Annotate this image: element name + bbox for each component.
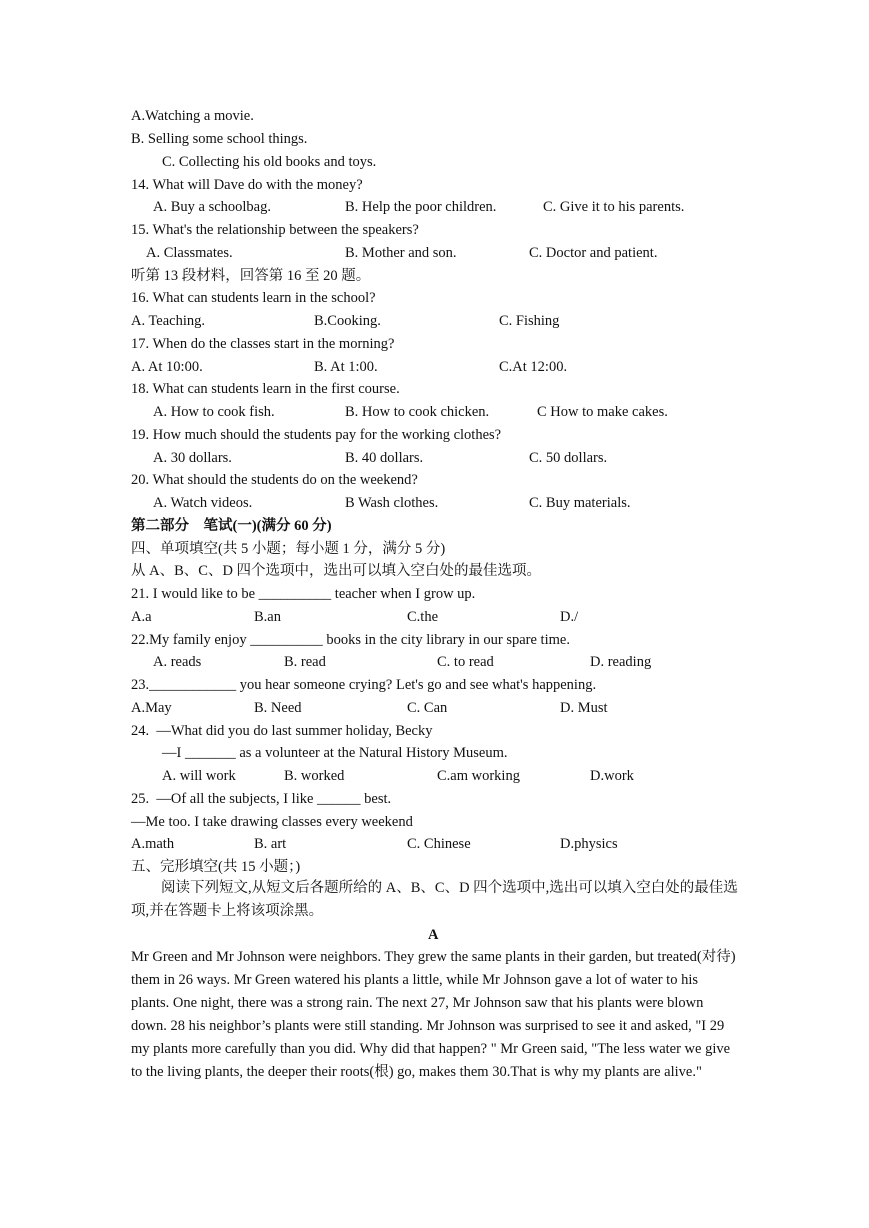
q22-option-c: C. to read	[437, 654, 494, 670]
q14-option-a: A. Buy a schoolbag.	[153, 199, 271, 215]
q19-option-a: A. 30 dollars.	[153, 450, 232, 466]
q15-option-b: B. Mother and son.	[345, 245, 457, 261]
q21-stem: 21. I would like to be __________ teacher when I grow up.	[131, 586, 476, 602]
q18-option-b: B. How to cook chicken.	[345, 404, 490, 420]
q23-option-c: C. Can	[407, 700, 448, 716]
q17-option-a: A. At 10:00.	[131, 359, 203, 375]
q23-stem: 23.____________ you hear someone crying? Let's go and see what's happening.	[131, 677, 597, 693]
listening-instruction: 听第 13 段材料，回答第 16 至 20 题。	[131, 268, 371, 284]
q16-option-a: A. Teaching.	[131, 313, 206, 329]
section5-title: 五、完形填空(共 15 小题；)	[131, 859, 301, 875]
q23-option-a: A.May	[131, 700, 172, 716]
cloze-passage	[131, 946, 739, 1083]
q22-option-b: B. read	[284, 654, 326, 670]
q13-option-a: A.Watching a movie.	[131, 108, 254, 124]
part2-title: 第二部分 笔试(一)(满分 60 分)	[131, 518, 332, 534]
q24-option-b: B. worked	[284, 768, 345, 784]
q19-option-b: B. 40 dollars.	[345, 450, 424, 466]
q22-stem: 22.My family enjoy __________ books in the city library in our spare time.	[131, 632, 570, 648]
q22-option-a: A. reads	[153, 654, 202, 670]
q21-option-c: C.the	[407, 609, 439, 625]
q13-option-c: C. Collecting his old books and toys.	[162, 154, 377, 170]
passage-heading: A	[428, 927, 439, 943]
q19-stem: 19. How much should the students pay for the working clothes?	[131, 427, 502, 443]
q24-stem: 24. —What did you do last summer holiday, Becky	[131, 723, 433, 739]
q15-stem: 15. What's the relationship between the speakers?	[131, 222, 419, 238]
q18-stem: 18. What can students learn in the first course.	[131, 381, 400, 397]
q23-option-b: B. Need	[254, 700, 302, 716]
q14-option-b: B. Help the poor children.	[345, 199, 497, 215]
q15-option-c: C. Doctor and patient.	[529, 245, 658, 261]
q21-option-b: B.an	[254, 609, 281, 625]
q16-option-b: B.Cooking.	[314, 313, 381, 329]
q22-option-d: D. reading	[590, 654, 652, 670]
q19-option-c: C. 50 dollars.	[529, 450, 608, 466]
q25-option-a: A.math	[131, 836, 175, 852]
q20-option-c: C. Buy materials.	[529, 495, 631, 511]
q18-option-a: A. How to cook fish.	[153, 404, 275, 420]
q25-stem-reply: —Me too. I take drawing classes every weekend	[131, 814, 413, 830]
q20-option-b: B Wash clothes.	[345, 495, 439, 511]
q17-option-c: C.At 12:00.	[499, 359, 568, 375]
q18-option-c: C How to make cakes.	[537, 404, 668, 420]
q15-option-a: A. Classmates.	[146, 245, 233, 261]
q13-option-b: B. Selling some school things.	[131, 131, 308, 147]
section4-instruction: 从 A、B、C、D 四个选项中，选出可以填入空白处的最佳选项。	[131, 563, 542, 579]
q16-option-c: C. Fishing	[499, 313, 560, 329]
q25-stem: 25. —Of all the subjects, I like ______ best.	[131, 791, 392, 807]
q20-stem: 20. What should the students do on the weekend?	[131, 472, 418, 488]
q23-option-d: D. Must	[560, 700, 608, 716]
q24-option-c: C.am working	[437, 768, 520, 784]
q25-option-c: C. Chinese	[407, 836, 471, 852]
q21-option-a: A.a	[131, 609, 152, 625]
q14-stem: 14. What will Dave do with the money?	[131, 177, 363, 193]
section5-instruction	[131, 877, 739, 923]
q16-stem: 16. What can students learn in the school?	[131, 290, 376, 306]
cloze-passage-text: Mr Green and Mr Johnson were neighbors. They grew the same plants in their garden, but treated(对待) them in 26 ways. Mr Green watered his plants a little, while Mr Johnson gave a lot of water to his plants. One night, there was a strong rain. The next 27, Mr Johnson saw that his plants were blown down. 28 his neighbor’s plants were still standing. Mr Johnson was surprised to see it and asked, "I 29 my plants more carefully than you did. Why did that happen? " Mr Green said, "The less water we give to the living plants, the deeper their roots(根) go, makes them 30.That is why my plants are alive."	[131, 949, 736, 1080]
q14-option-c: C. Give it to his parents.	[543, 199, 685, 215]
q17-stem: 17. When do the classes start in the morning?	[131, 336, 395, 352]
q24-option-a: A. will work	[162, 768, 236, 784]
q24-option-d: D.work	[590, 768, 634, 784]
q25-option-b: B. art	[254, 836, 287, 852]
q21-option-d: D./	[560, 609, 579, 625]
q25-option-d: D.physics	[560, 836, 618, 852]
section5-instruction-text: 阅读下列短文,从短文后各题所给的 A、B、C、D 四个选项中,选出可以填入空白处的最佳选项,并在答题卡上将该项涂黑。	[131, 880, 738, 919]
q17-option-b: B. At 1:00.	[314, 359, 378, 375]
section4-title: 四、单项填空(共 5 小题；每小题 1 分，满分 5 分)	[131, 541, 446, 557]
q20-option-a: A. Watch videos.	[153, 495, 253, 511]
q24-stem-reply: —I _______ as a volunteer at the Natural History Museum.	[162, 745, 508, 761]
